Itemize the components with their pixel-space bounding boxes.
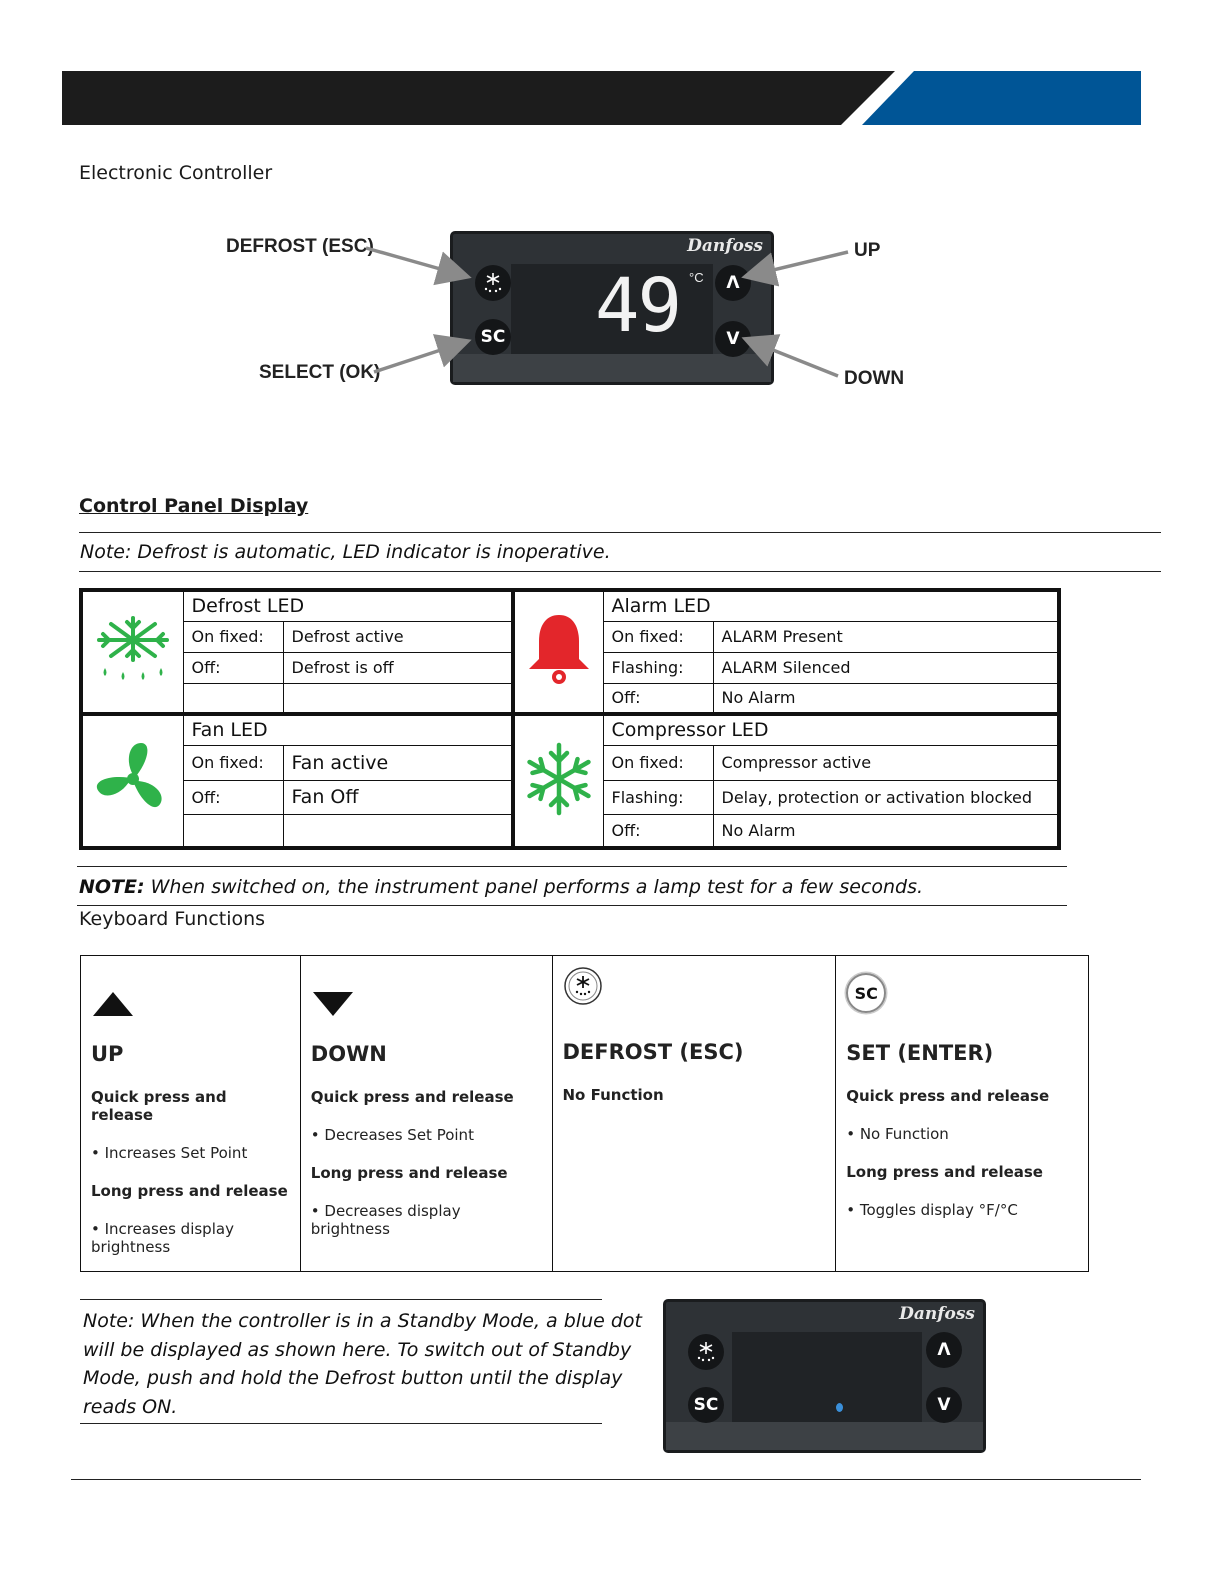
compressor-led-meaning: Compressor active: [713, 745, 1059, 780]
kb-down-long-fn: • Decreases display brightness: [310, 1202, 461, 1238]
kb-down-cell: [300, 956, 552, 1272]
compressor-led-meaning: Delay, protection or activation blocked: [713, 780, 1059, 814]
alarm-led-state: Flashing:: [603, 652, 713, 683]
alarm-led-meaning: ALARM Silenced: [713, 652, 1059, 683]
defrost-led-state: Off:: [183, 652, 283, 683]
defrost-led-meaning: [283, 683, 513, 714]
alarm-bell-icon: [524, 611, 594, 689]
compressor-led-state: On fixed:: [603, 745, 713, 780]
alarm-led-title: Alarm LED: [603, 590, 1059, 621]
compressor-snowflake-icon: [521, 739, 597, 819]
label-down: DOWN: [844, 368, 905, 389]
standby-screen: [732, 1332, 922, 1422]
compressor-led-icon-cell: [513, 714, 603, 848]
alarm-led-icon-cell: [513, 590, 603, 714]
down-button[interactable]: V: [926, 1387, 962, 1423]
defrost-button-icon: [563, 966, 603, 1006]
led-table: [79, 588, 1061, 850]
defrost-led-state: [183, 683, 283, 714]
kb-up-long-fn: • Increases display brightness: [91, 1220, 234, 1256]
kb-up-long: Long press and release: [91, 1182, 288, 1200]
compressor-led-meaning: No Alarm: [713, 814, 1059, 848]
kb-set-long: Long press and release: [846, 1163, 1043, 1181]
kb-defrost-fn: No Function: [562, 1086, 664, 1104]
kb-set-quick: Quick press and release: [846, 1087, 1050, 1105]
sc-button-icon: SC: [846, 973, 886, 1013]
down-button[interactable]: V: [715, 321, 751, 357]
callout-arrows: [0, 0, 1224, 420]
temperature-readout: 49: [595, 263, 681, 349]
defrost-icon: [693, 1339, 719, 1365]
kb-up-cell: [81, 956, 301, 1272]
temperature-unit: °C: [689, 270, 704, 285]
select-button[interactable]: SC: [475, 319, 511, 355]
note-standby-line: reads ON.: [83, 1395, 178, 1418]
fan-led-state: [183, 814, 283, 848]
fan-led-meaning: Fan active: [283, 745, 513, 780]
fan-led-title: Fan LED: [183, 714, 513, 745]
kb-set-long-fn: • Toggles display °F/°C: [846, 1201, 1018, 1219]
standby-blue-dot: [836, 1403, 843, 1412]
fan-led-state: On fixed:: [183, 745, 283, 780]
note-standby-line: Note: When the controller is in a Standby Mode, a blue dot: [83, 1310, 642, 1332]
kb-set-title: SET (ENTER): [846, 1041, 994, 1065]
label-defrost: DEFROST (ESC): [226, 236, 374, 257]
note-lamp-test-prefix: NOTE:: [79, 876, 145, 898]
brand-logo: Danfoss: [687, 236, 763, 256]
up-button[interactable]: Λ: [715, 265, 751, 301]
kb-set-quick-fn: • No Function: [846, 1125, 949, 1143]
note-lamp-test-text: When switched on, the instrument panel performs a lamp test for a few seconds.: [144, 876, 924, 898]
alarm-led-state: Off:: [603, 683, 713, 714]
compressor-led-title: Compressor LED: [603, 714, 1059, 745]
standby-controller: [663, 1299, 986, 1453]
kb-up-quick-fn: • Increases Set Point: [91, 1144, 248, 1162]
brand-logo: Danfoss: [899, 1304, 975, 1324]
note-standby-line: Mode, push and hold the Defrost button until the display: [83, 1367, 623, 1389]
compressor-led-state: Off:: [603, 814, 713, 848]
alarm-led-state: On fixed:: [603, 621, 713, 652]
defrost-led-meaning: Defrost is off: [283, 652, 513, 683]
fan-led-meaning: [283, 814, 513, 848]
section-title-control-panel: Control Panel Display: [79, 495, 309, 517]
defrost-button[interactable]: [688, 1334, 724, 1370]
up-triangle-icon: [91, 990, 135, 1020]
fan-icon: [96, 740, 170, 818]
kb-up-title: UP: [91, 1042, 124, 1066]
note-defrost-automatic: Note: Defrost is automatic, LED indicator is inoperative.: [80, 541, 611, 563]
section-title-electronic-controller: Electronic Controller: [79, 162, 273, 184]
kb-down-quick-fn: • Decreases Set Point: [310, 1126, 474, 1144]
kb-defrost-cell: [552, 956, 836, 1272]
kb-up-quick: Quick press and release: [91, 1088, 227, 1124]
defrost-led-title: Defrost LED: [183, 590, 513, 621]
defrost-snowflake-icon: [93, 614, 173, 686]
fan-led-icon-cell: [81, 714, 183, 848]
kb-set-cell: [836, 956, 1089, 1272]
kb-down-long: Long press and release: [310, 1164, 508, 1182]
label-up: UP: [854, 240, 881, 261]
select-button[interactable]: SC: [688, 1387, 724, 1423]
defrost-led-state: On fixed:: [183, 621, 283, 652]
fan-led-meaning: Fan Off: [283, 780, 513, 814]
label-select: SELECT (OK): [259, 362, 381, 383]
note-standby: [83, 1307, 642, 1421]
keyboard-functions-table: [80, 955, 1089, 1272]
note-standby-line: will be displayed as shown here. To switch out of Standby: [83, 1338, 632, 1361]
kb-down-quick: Quick press and release: [310, 1088, 514, 1106]
defrost-led-meaning: Defrost active: [283, 621, 513, 652]
note-lamp-test: [79, 876, 923, 898]
compressor-led-state: Flashing:: [603, 780, 713, 814]
section-title-keyboard: Keyboard Functions: [79, 908, 266, 930]
up-button[interactable]: Λ: [926, 1332, 962, 1368]
down-triangle-icon: [311, 990, 355, 1020]
kb-defrost-title: DEFROST (ESC): [562, 1040, 744, 1064]
alarm-led-meaning: ALARM Present: [713, 621, 1059, 652]
fan-led-state: Off:: [183, 780, 283, 814]
alarm-led-meaning: No Alarm: [713, 683, 1059, 714]
kb-down-title: DOWN: [310, 1042, 387, 1066]
defrost-led-icon-cell: [81, 590, 183, 714]
